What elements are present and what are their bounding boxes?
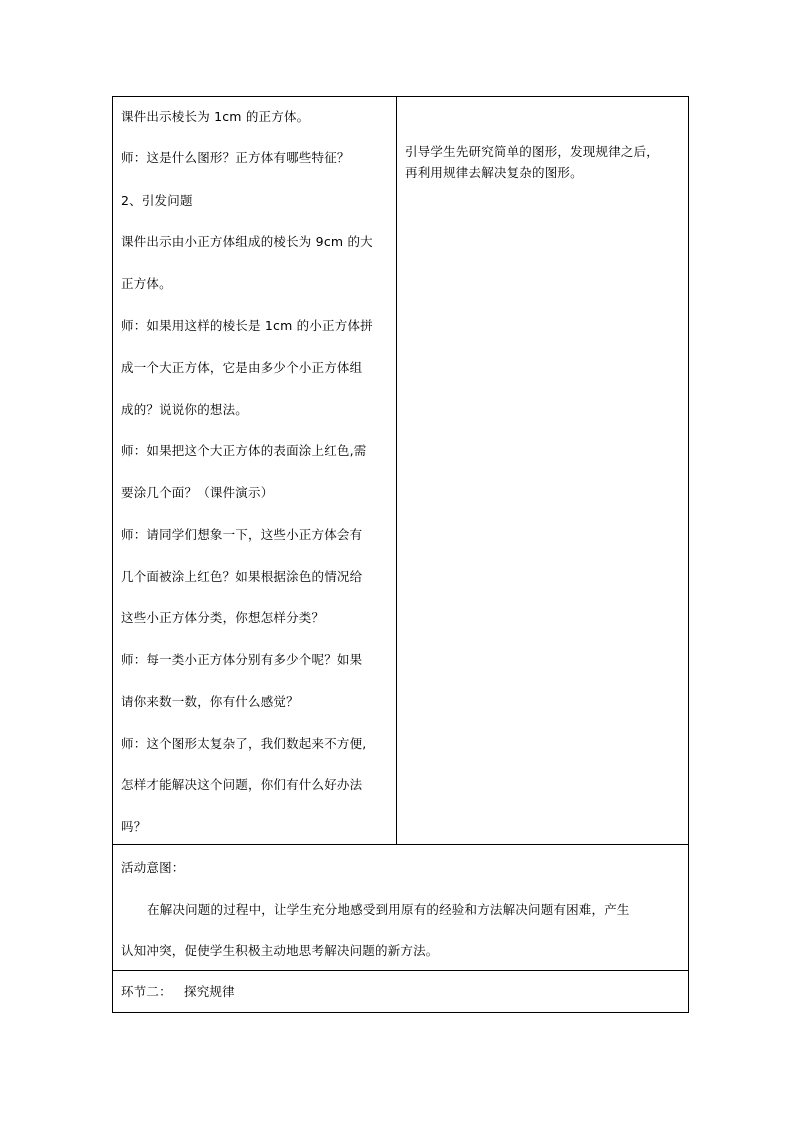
text-line: 这些小正方体分类，你想怎样分类？	[121, 610, 325, 625]
text-line: 吗？	[121, 819, 147, 834]
text-line: 成一个大正方体，它是由多少个小正方体组	[121, 360, 363, 375]
lesson-plan-table	[112, 96, 689, 1013]
text-line: 课件出示棱长为 1cm 的正方体。	[121, 109, 310, 124]
text-line: 师：如果把这个大正方体的表面涂上红色,需	[121, 443, 367, 458]
text-line: 师：这个图形太复杂了，我们数起来不方便,	[121, 736, 367, 751]
text-line: 师：这是什么图形？正方体有哪些特征？	[121, 150, 350, 165]
text-line: 引导学生先研究简单的图形，发现规律之后，	[405, 144, 660, 159]
text-line: 正方体。	[121, 276, 172, 291]
section-heading: 2、引发问题	[121, 193, 193, 208]
text-line: 请你来数一数，你有什么感觉？	[121, 694, 299, 709]
text-line: 要涂几个面？（课件演示）	[121, 485, 274, 500]
content-row	[113, 97, 688, 845]
teacher-activity-cell	[113, 97, 397, 844]
step-label: 环节二：	[121, 984, 172, 999]
text-line: 几个面被涂上红色？如果根据涂色的情况给	[121, 569, 363, 584]
text-line: 认知冲突，促使学生积极主动地思考解决问题的新方法。	[121, 943, 439, 958]
text-line: 怎样才能解决这个问题，你们有什么好办法	[121, 777, 363, 792]
text-line: 成的？说说你的想法。	[121, 402, 249, 417]
text-line: 师：如果用这样的棱长是 1cm 的小正方体拼	[121, 318, 373, 333]
activity-intent-row	[113, 845, 688, 971]
text-line: 师：请同学们想象一下，这些小正方体会有	[121, 527, 363, 542]
activity-intent-heading: 活动意图：	[121, 860, 185, 875]
text-line: 师：每一类小正方体分别有多少个呢？如果	[121, 652, 363, 667]
text-line: 再利用规律去解决复杂的图形。	[405, 165, 583, 180]
text-line: 在解决问题的过程中，让学生充分地感受到用原有的经验和方法解决问题有困难，产生	[147, 902, 630, 917]
design-intent-cell	[397, 97, 688, 844]
step-title: 探究规律	[184, 984, 235, 999]
step-row	[113, 971, 688, 1012]
text-line: 课件出示由小正方体组成的棱长为 9cm 的大	[121, 234, 373, 249]
